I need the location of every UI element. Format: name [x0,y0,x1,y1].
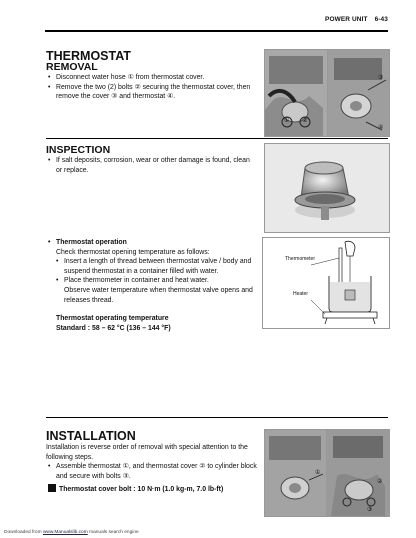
inspection-step-1: • If salt deposits, corrosion, wear or other damage is found, clean or replace. [48,156,254,175]
spec-title: Thermostat operating temperature [56,315,169,322]
removal-step-1: • Disconnect water hose ① from thermostat cover. [48,73,254,83]
test-diagram [262,237,390,329]
install-photo-1 [264,429,327,517]
footer-link[interactable]: www.Manualslib.com [42,530,88,535]
torque-wrench-icon [48,484,56,492]
section-rule-2 [46,417,388,418]
removal-label-4: ④ [378,125,384,131]
installation-text [46,443,258,481]
install-label-2: ② [377,479,383,485]
torque-spec-text: Thermostat cover bolt : 10 N·m (1.0 kg-m, 7.0 lb-ft) [59,486,224,493]
inspection-text [48,156,254,175]
removal-heading: REMOVAL [46,61,98,73]
footer-prefix: Downloaded from [4,530,43,535]
download-footer [4,530,139,535]
test-diagram-art [263,238,389,328]
removal-label-1: ① [284,118,290,124]
spec-value: Standard : 58 – 62 °C (136 – 144 °F) [56,324,171,332]
page-title: THERMOSTAT [46,49,131,63]
torque-spec [48,484,260,495]
page-header [318,16,388,23]
thermometer-label: Thermometer [285,256,316,262]
page-number: 6-43 [374,16,388,23]
install-photo-2 [326,429,390,517]
removal-photo-2 [327,49,390,137]
operation-step-3: Observe water temperature when thermostat valve opens and releases thread. [64,286,253,304]
installation-intro: Installation is reverse order of removal with special attention to the following steps. [46,444,248,461]
removal-text [48,73,254,102]
removal-label-2: ② [302,118,308,124]
installation-step-1: • Assemble thermostat ①, and thermostat cover ② to cylinder block and secure with bolts ③. [48,462,258,481]
removal-step-2: • Remove the two (2) bolts ② securing the thermostat cover, then remove the cover ③ and thermostat ④. [48,83,254,102]
operation-step-2: • Place thermometer in container and heat water. [56,276,256,286]
inspection-photo [264,143,390,233]
removal-photo-1-art [265,50,327,136]
install-label-3: ③ [367,507,373,513]
operation-heading: • Thermostat operation [48,238,256,248]
removal-photo-1 [264,49,328,137]
thermostat-photo-art [265,144,389,232]
inspection-heading: INSPECTION [46,144,111,156]
installation-heading: INSTALLATION [46,429,136,443]
operation-step-1: • Insert a length of thread between thermostat valve / body and suspend thermostat in a container filled with water. [56,257,256,276]
removal-label-3: ③ [378,75,384,81]
operating-temp-spec [56,314,256,333]
header-rule [45,30,388,32]
install-photo-2-art [327,430,389,516]
operation-text [48,238,256,305]
footer-suffix: manuals search engine [87,530,139,535]
install-label-1: ① [315,470,321,476]
section-name: POWER UNIT [325,16,368,23]
heater-label: Heater [293,291,309,297]
operation-intro: Check thermostat opening temperature as follows: [56,248,210,256]
section-rule-1 [46,138,388,139]
